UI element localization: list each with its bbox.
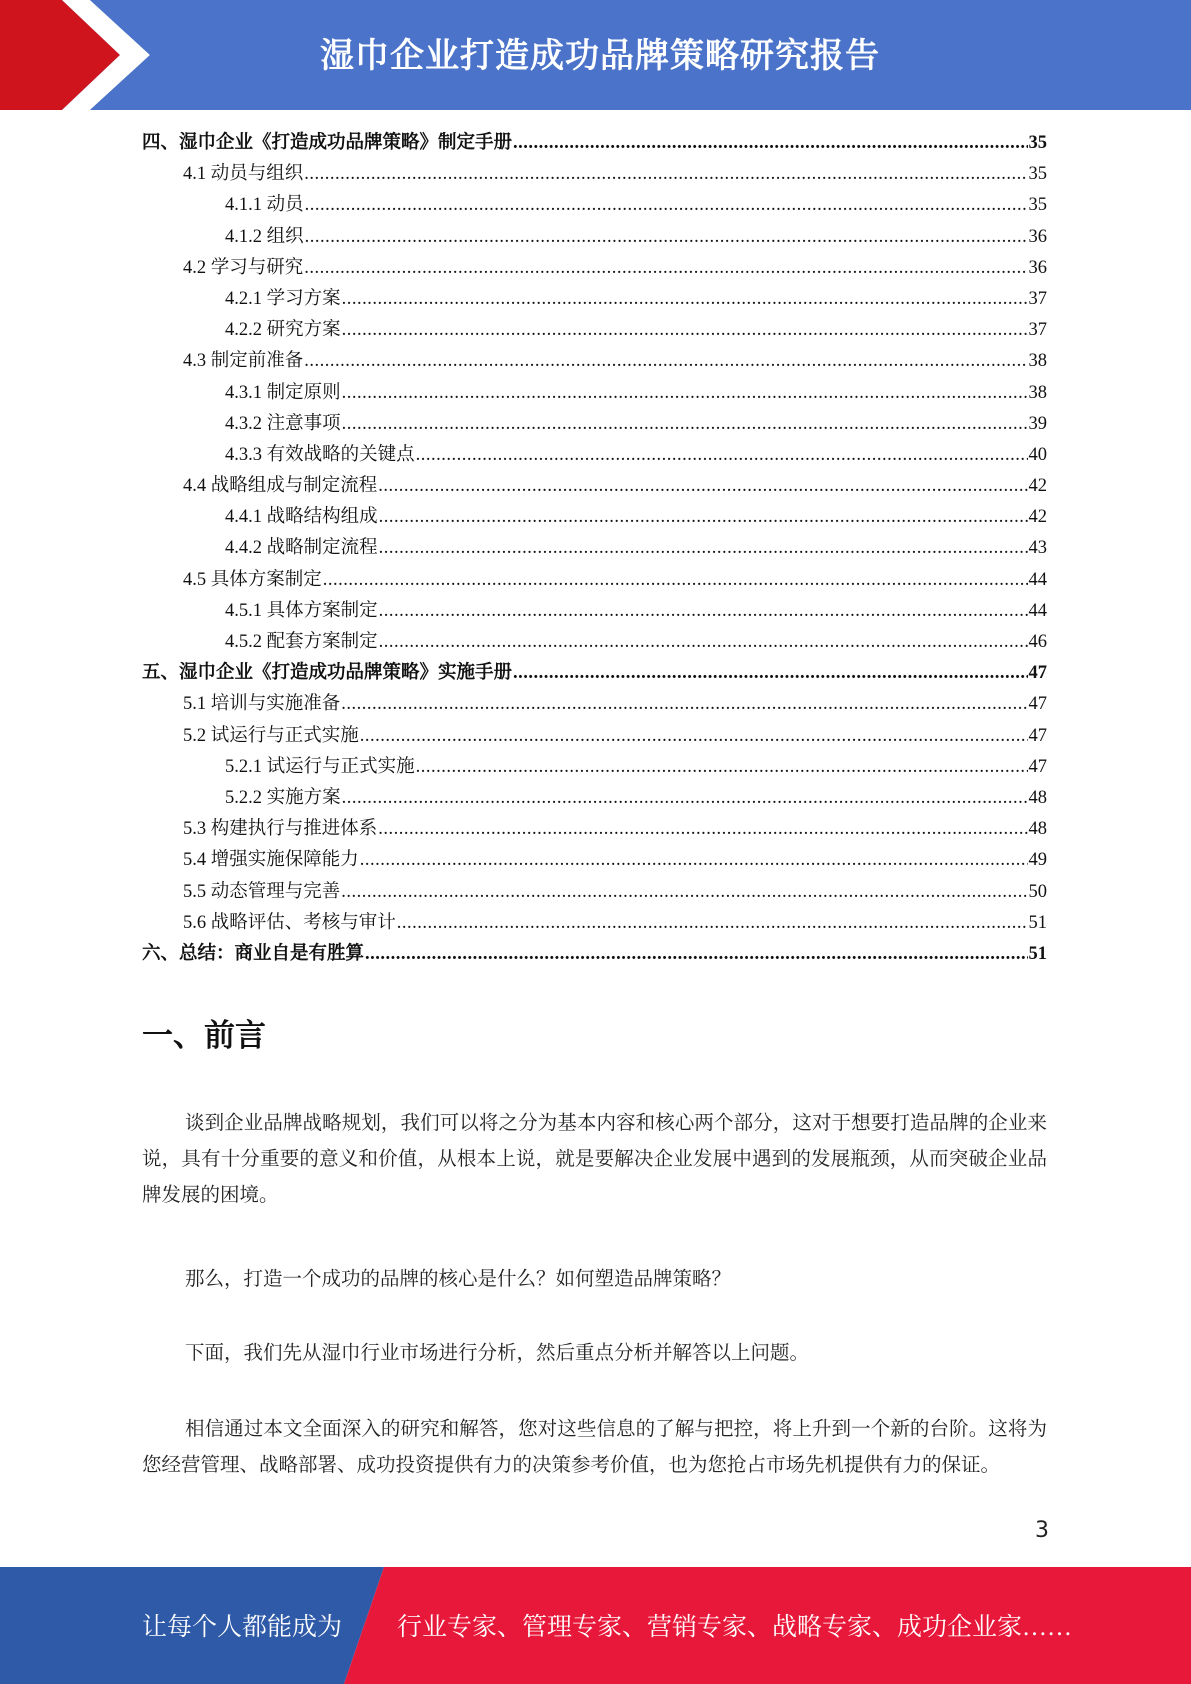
toc-entry-page: 49 — [1028, 850, 1047, 871]
toc-leader-dots — [365, 939, 1027, 970]
toc-entry[interactable] — [142, 284, 1047, 315]
toc-entry-title: 五、湿巾企业《打造成功品牌策略》实施手册 — [142, 663, 513, 684]
toc-entry-page: 47 — [1028, 756, 1047, 777]
toc-entry-title: 5.2.2 实施方案 — [225, 787, 341, 808]
toc-leader-dots — [305, 222, 1028, 253]
toc-entry[interactable] — [142, 877, 1047, 908]
toc-entry-page: 40 — [1028, 444, 1047, 465]
toc-leader-dots — [342, 783, 1028, 814]
toc-leader-dots — [360, 721, 1028, 752]
toc-entry-page: 37 — [1028, 288, 1047, 309]
toc-leader-dots — [379, 627, 1028, 658]
toc-entry-title: 4.5.1 具体方案制定 — [225, 600, 378, 621]
toc-entry[interactable] — [142, 908, 1047, 939]
toc-entry-title: 5.2.1 试运行与正式实施 — [225, 756, 415, 777]
toc-entry[interactable] — [142, 409, 1047, 440]
toc-entry-title: 4.1.1 动员 — [225, 195, 304, 216]
toc-leader-dots — [341, 689, 1027, 720]
footer-slogan-right: 行业专家、管理专家、营销专家、战略专家、成功企业家…… — [397, 1614, 1073, 1641]
toc-leader-dots — [323, 565, 1028, 596]
toc-entry[interactable] — [142, 346, 1047, 377]
toc-entry[interactable] — [142, 752, 1047, 783]
toc-leader-dots — [416, 440, 1028, 471]
toc-entry-title: 4.3.3 有效战略的关键点 — [225, 444, 415, 465]
toc-entry-page: 35 — [1028, 164, 1047, 185]
toc-entry[interactable] — [142, 253, 1047, 284]
toc-entry-page: 42 — [1028, 476, 1047, 497]
toc-leader-dots — [513, 128, 1027, 159]
toc-entry[interactable] — [142, 627, 1047, 658]
paragraph: 相信通过本文全面深入的研究和解答，您对这些信息的了解与把控，将上升到一个新的台阶。这将为您经营管理、战略部署、成功投资提供有力的决策参考价值，也为您抢占市场先机提供有力的保证。 — [142, 1419, 1047, 1476]
toc-entry-title: 4.3.1 制定原则 — [225, 382, 341, 403]
toc-entry[interactable] — [142, 222, 1047, 253]
toc-entry-page: 51 — [1028, 943, 1047, 964]
toc-leader-dots — [305, 190, 1028, 221]
toc-entry-page: 38 — [1028, 382, 1047, 403]
toc-entry[interactable] — [142, 939, 1047, 970]
toc-leader-dots — [342, 378, 1028, 409]
toc-leader-dots — [379, 596, 1028, 627]
header-banner — [0, 0, 1191, 110]
toc-entry-title: 4.4.2 战略制定流程 — [225, 538, 378, 559]
toc-leader-dots — [416, 752, 1028, 783]
toc-leader-dots — [304, 346, 1027, 377]
toc-entry-page: 38 — [1028, 351, 1047, 372]
toc-entry-page: 47 — [1028, 694, 1047, 715]
toc-entry[interactable] — [142, 845, 1047, 876]
toc-leader-dots — [379, 502, 1028, 533]
toc-entry[interactable] — [142, 689, 1047, 720]
toc-entry[interactable] — [142, 658, 1047, 689]
toc-entry-page: 46 — [1028, 632, 1047, 652]
toc-entry-page: 50 — [1028, 881, 1047, 902]
toc-entry-page: 47 — [1028, 663, 1047, 684]
toc-entry-page: 51 — [1028, 912, 1047, 933]
toc-entry[interactable] — [142, 378, 1047, 409]
toc-leader-dots — [304, 253, 1027, 284]
toc-entry-title: 5.2 试运行与正式实施 — [183, 725, 359, 746]
paragraph: 谈到企业品牌战略规划，我们可以将之分为基本内容和核心两个部分，这对于想要打造品牌的企业来说，具有十分重要的意义和价值，从根本上说，就是要解决企业发展中遇到的发展瓶颈，从而突破企业品牌发展的困境。 — [142, 1113, 1047, 1206]
toc-entry[interactable] — [142, 471, 1047, 502]
toc-entry-title: 4.4 战略组成与制定流程 — [183, 476, 378, 497]
toc-entry-page: 35 — [1028, 133, 1047, 153]
toc-leader-dots — [342, 315, 1028, 346]
toc-entry-title: 4.2.2 研究方案 — [225, 320, 341, 341]
toc-entry-page: 42 — [1028, 507, 1047, 528]
toc-entry-title: 4.1 动员与组织 — [183, 164, 304, 185]
toc-entry-title: 4.4.1 战略结构组成 — [225, 507, 378, 528]
toc-entry-title: 4.3.2 注意事项 — [225, 413, 341, 434]
toc-leader-dots — [379, 533, 1028, 564]
toc-leader-dots — [513, 658, 1027, 689]
document-title: 湿巾企业打造成功品牌策略研究报告 — [320, 36, 880, 76]
toc-leader-dots — [342, 284, 1028, 315]
toc-entry-title: 四、湿巾企业《打造成功品牌策略》制定手册 — [142, 133, 513, 153]
toc-leader-dots — [397, 908, 1028, 939]
toc-entry-title: 六、总结：商业自是有胜算 — [142, 943, 365, 964]
table-of-contents — [142, 128, 1047, 970]
footer-banner — [0, 1567, 1191, 1684]
toc-entry[interactable] — [142, 190, 1047, 221]
toc-leader-dots — [378, 471, 1027, 502]
toc-entry[interactable] — [142, 159, 1047, 190]
toc-entry-title: 4.5 具体方案制定 — [183, 569, 322, 590]
section-heading: 一、前言 — [142, 1018, 266, 1054]
toc-entry-title: 5.3 构建执行与推进体系 — [183, 819, 378, 840]
toc-entry-title: 5.5 动态管理与完善 — [183, 881, 341, 902]
toc-entry-title: 5.6 战略评估、考核与审计 — [183, 912, 396, 933]
paragraph: 那么，打造一个成功的品牌的核心是什么？如何塑造品牌策略？ — [185, 1269, 732, 1290]
toc-leader-dots — [342, 409, 1028, 440]
toc-entry[interactable] — [142, 565, 1047, 596]
page-number: 3 — [1035, 1518, 1049, 1543]
toc-entry[interactable] — [142, 814, 1047, 845]
toc-entry-page: 36 — [1028, 257, 1047, 278]
toc-entry-page: 47 — [1028, 725, 1047, 746]
toc-leader-dots — [378, 814, 1027, 845]
toc-entry-title: 5.4 增强实施保障能力 — [183, 850, 359, 871]
paragraph: 下面，我们先从湿巾行业市场进行分析，然后重点分析并解答以上问题。 — [185, 1343, 810, 1364]
toc-entry-title: 4.5.2 配套方案制定 — [225, 632, 378, 652]
toc-leader-dots — [360, 845, 1028, 876]
toc-entry[interactable] — [142, 783, 1047, 814]
toc-entry-page: 48 — [1028, 819, 1047, 840]
toc-entry[interactable] — [142, 533, 1047, 564]
toc-entry[interactable] — [142, 128, 1047, 159]
toc-entry[interactable] — [142, 440, 1047, 471]
toc-entry-title: 5.1 培训与实施准备 — [183, 694, 341, 715]
toc-entry[interactable] — [142, 315, 1047, 346]
footer-slogan-left: 让每个人都能成为 — [142, 1614, 343, 1641]
toc-entry-title: 4.3 制定前准备 — [183, 351, 304, 372]
toc-entry[interactable] — [142, 721, 1047, 752]
toc-entry-page: 37 — [1028, 320, 1047, 341]
toc-entry-page: 44 — [1028, 569, 1047, 590]
toc-entry-page: 36 — [1028, 226, 1047, 247]
toc-entry-title: 4.2 学习与研究 — [183, 257, 304, 278]
toc-entry-page: 44 — [1028, 600, 1047, 621]
toc-entry-page: 39 — [1028, 413, 1047, 434]
toc-entry[interactable] — [142, 502, 1047, 533]
toc-entry-title: 4.1.2 组织 — [225, 226, 304, 247]
toc-entry-page: 43 — [1028, 538, 1047, 559]
toc-entry-page: 48 — [1028, 787, 1047, 808]
toc-leader-dots — [304, 159, 1027, 190]
toc-leader-dots — [341, 877, 1027, 908]
toc-entry-page: 35 — [1028, 195, 1047, 216]
toc-entry[interactable] — [142, 596, 1047, 627]
toc-entry-title: 4.2.1 学习方案 — [225, 288, 341, 309]
